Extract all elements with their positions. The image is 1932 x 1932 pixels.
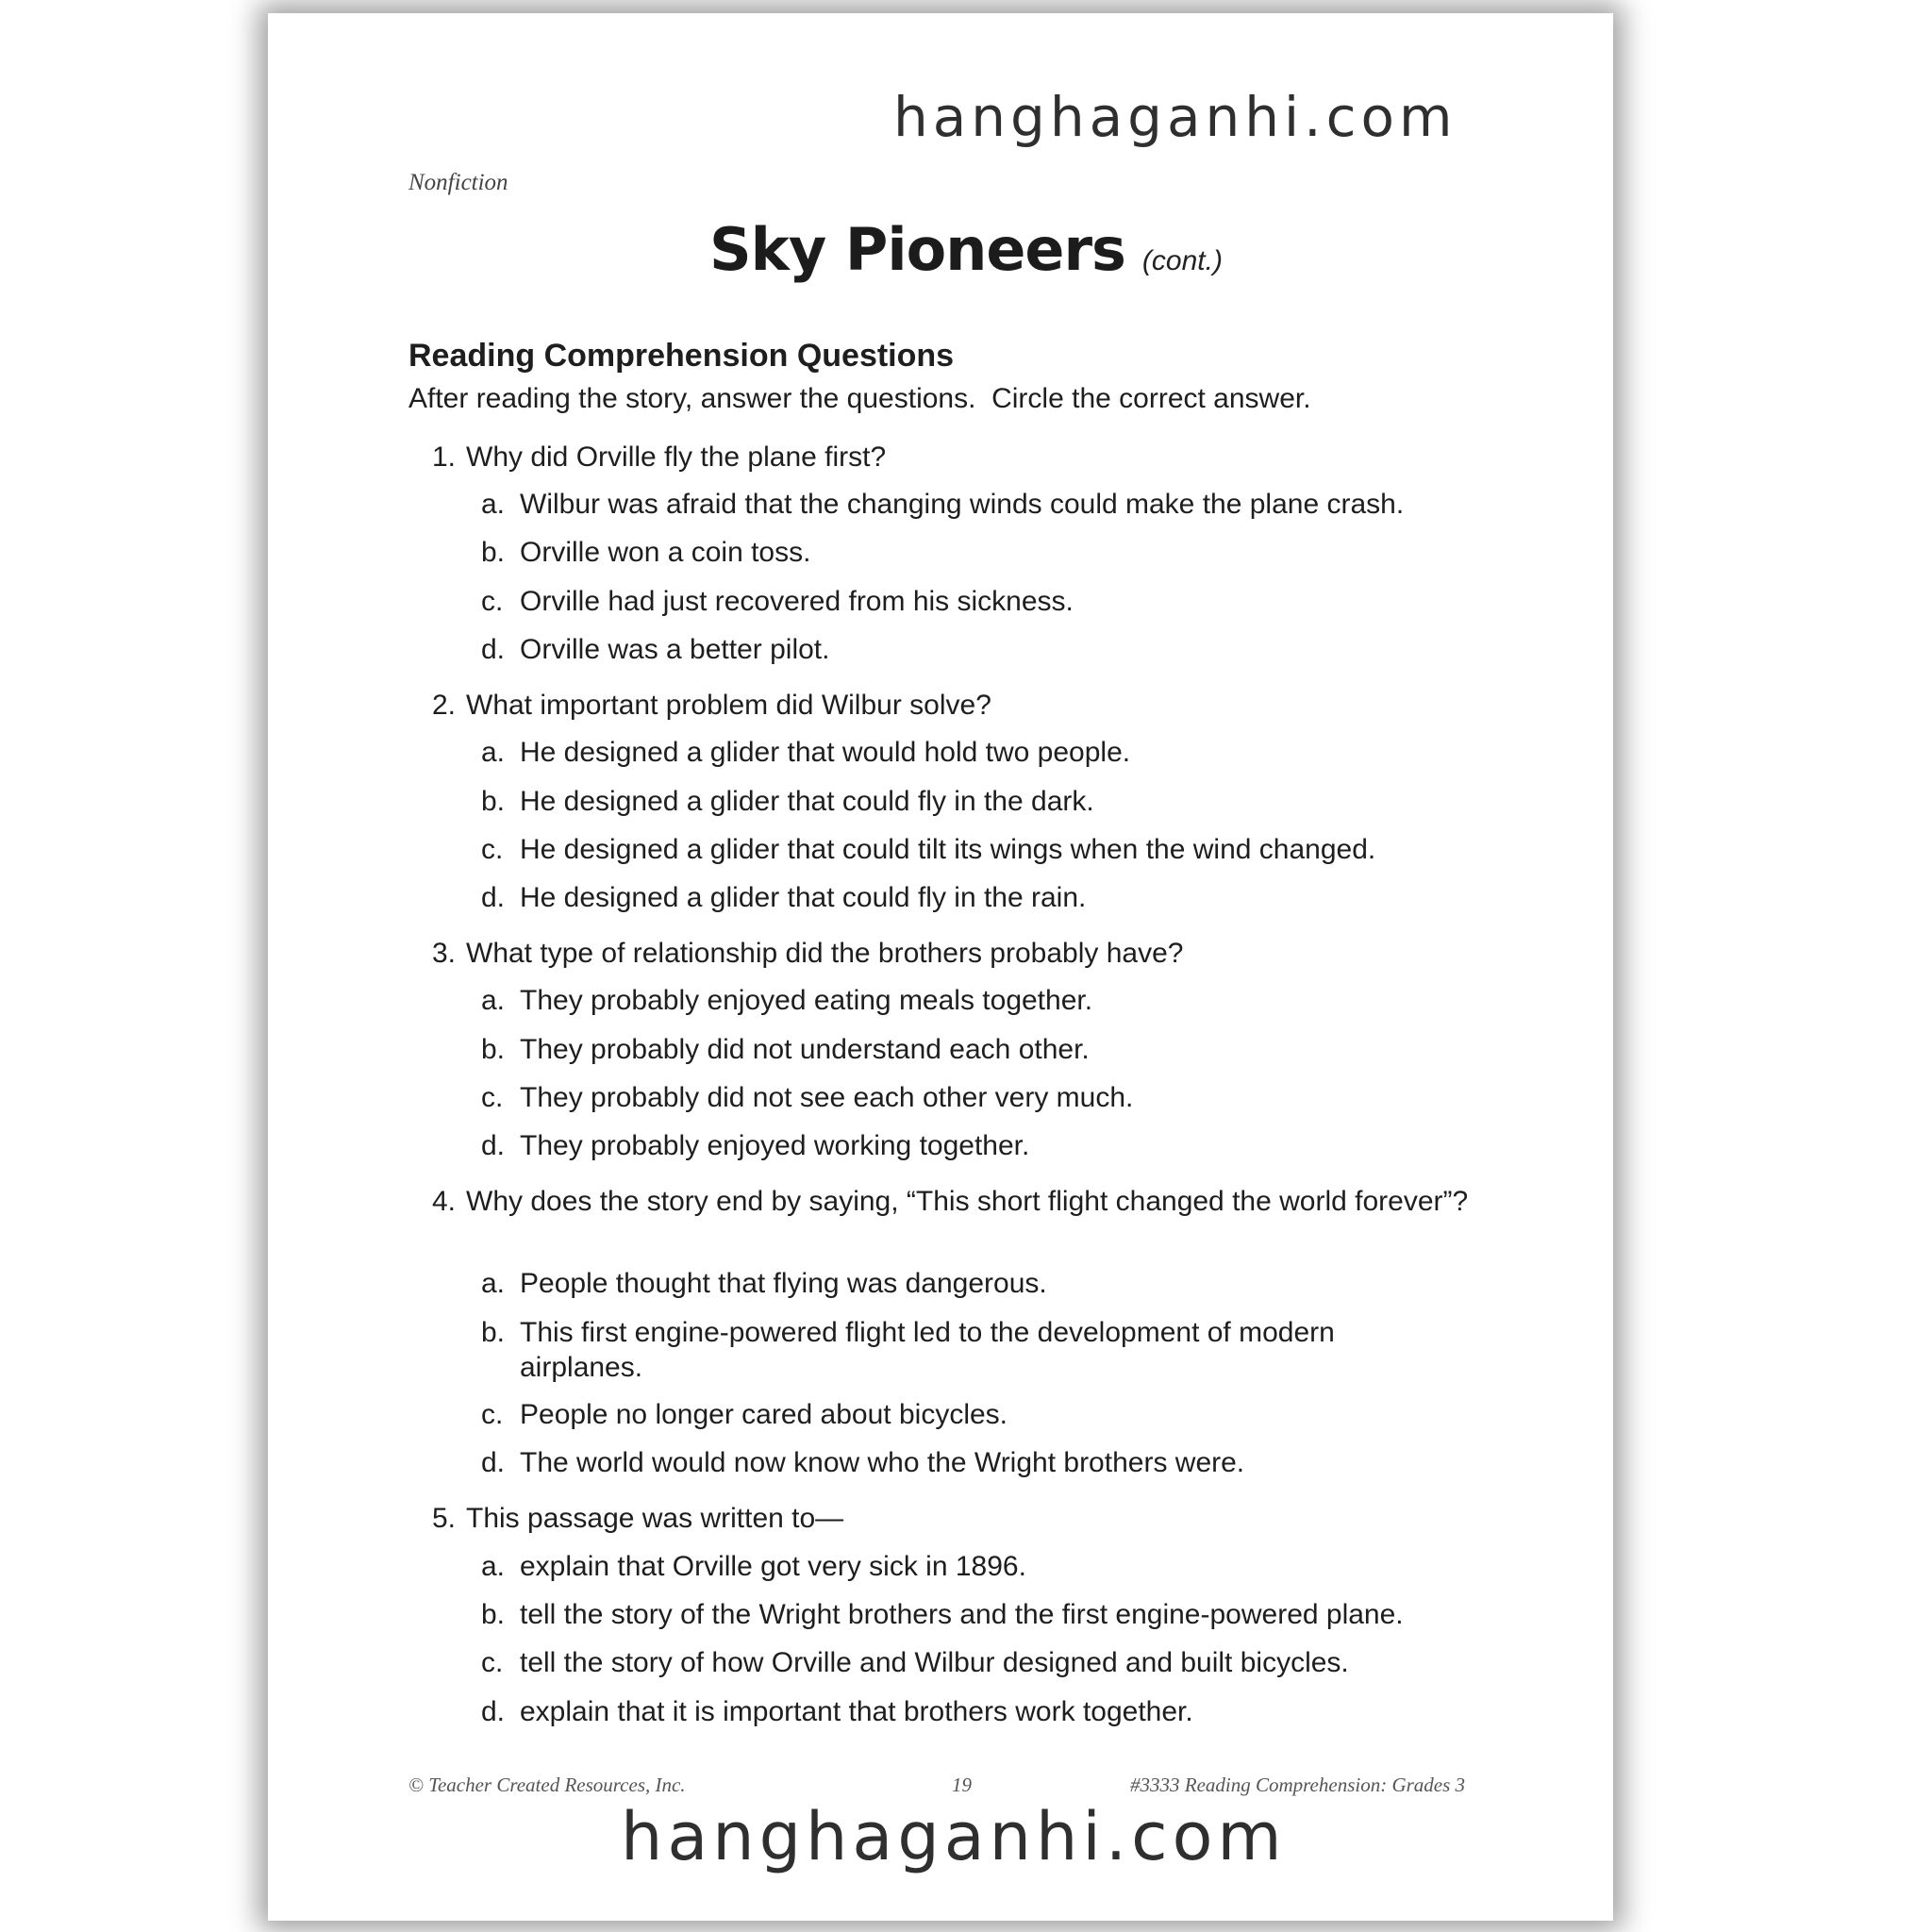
option-letter: a. xyxy=(481,737,506,768)
option-letter: d. xyxy=(481,634,506,665)
option-letter: a. xyxy=(481,1268,506,1299)
option-text: The world would now know who the Wright brothers were. xyxy=(520,1447,1245,1478)
option-text: Orville was a better pilot. xyxy=(520,634,830,665)
option-letter: a. xyxy=(481,489,506,520)
option-text: People no longer cared about bicycles. xyxy=(520,1399,1008,1430)
question-text: This passage was written to— xyxy=(466,1503,844,1534)
option-text: They probably did not understand each other. xyxy=(520,1034,1090,1065)
option-text: This first engine-powered flight led to the development of modern airplanes. xyxy=(520,1317,1335,1383)
question-4 xyxy=(432,1184,1526,1219)
option-text: tell the story of how Orville and Wilbur designed and built bicycles. xyxy=(520,1647,1349,1678)
watermark-bottom: hanghaganhi.com xyxy=(621,1798,1287,1875)
question-5-option-d[interactable] xyxy=(481,1694,1538,1729)
question-5-option-b[interactable] xyxy=(481,1597,1538,1632)
question-1-option-c[interactable] xyxy=(481,584,1538,619)
option-letter: d. xyxy=(481,1130,506,1161)
option-letter: d. xyxy=(481,1447,506,1478)
option-text: People thought that flying was dangerous. xyxy=(520,1268,1047,1299)
question-5-option-c[interactable] xyxy=(481,1645,1538,1680)
question-5 xyxy=(432,1501,1526,1536)
question-2-option-a[interactable] xyxy=(481,735,1538,770)
question-2-option-d[interactable] xyxy=(481,880,1538,915)
option-letter: b. xyxy=(481,1317,506,1348)
question-3-option-b[interactable] xyxy=(481,1032,1538,1067)
question-5-option-a[interactable] xyxy=(481,1549,1538,1584)
question-4-option-d[interactable] xyxy=(481,1445,1538,1480)
option-letter: c. xyxy=(481,1082,504,1113)
instructions: After reading the story, answer the questions. Circle the correct answer. xyxy=(408,383,1311,414)
question-4-option-a[interactable] xyxy=(481,1266,1538,1301)
question-2-option-b[interactable] xyxy=(481,784,1538,819)
question-text: What type of relationship did the brothers probably have? xyxy=(466,938,1184,969)
option-text: He designed a glider that would hold two people. xyxy=(520,737,1131,768)
page-title: Sky Pioneers xyxy=(709,215,1125,284)
question-text: Why did Orville fly the plane first? xyxy=(466,441,887,473)
option-letter: b. xyxy=(481,1599,506,1630)
footer-copyright: © Teacher Created Resources, Inc. xyxy=(408,1774,686,1796)
question-4-option-b[interactable] xyxy=(481,1315,1443,1385)
option-text: explain that it is important that brothers work together. xyxy=(520,1696,1193,1727)
question-2 xyxy=(432,688,1526,723)
option-text: They probably did not see each other very much. xyxy=(520,1082,1134,1113)
question-number: 2. xyxy=(432,690,457,721)
option-text: tell the story of the Wright brothers and the first engine-powered plane. xyxy=(520,1599,1404,1630)
footer-page-number: 19 xyxy=(952,1774,972,1796)
option-text: Wilbur was afraid that the changing winds could make the plane crash. xyxy=(520,489,1405,520)
option-letter: d. xyxy=(481,882,506,913)
question-text: What important problem did Wilbur solve? xyxy=(466,690,991,721)
question-3-option-a[interactable] xyxy=(481,983,1538,1018)
option-text: He designed a glider that could fly in the dark. xyxy=(520,786,1094,817)
option-letter: c. xyxy=(481,834,504,865)
option-letter: c. xyxy=(481,1399,504,1430)
section-heading: Reading Comprehension Questions xyxy=(408,338,955,374)
question-number: 4. xyxy=(432,1186,457,1217)
question-text: Why does the story end by saying, “This short flight changed the world forever”? xyxy=(466,1186,1469,1217)
option-text: He designed a glider that could fly in the rain. xyxy=(520,882,1087,913)
option-letter: c. xyxy=(481,1647,504,1678)
question-number: 5. xyxy=(432,1503,457,1534)
question-1-option-b[interactable] xyxy=(481,535,1538,570)
question-2-option-c[interactable] xyxy=(481,832,1538,867)
question-1 xyxy=(432,440,1526,475)
question-3-option-c[interactable] xyxy=(481,1080,1538,1115)
option-text: They probably enjoyed eating meals together. xyxy=(520,985,1093,1016)
question-number: 3. xyxy=(432,938,457,969)
question-number: 1. xyxy=(432,441,457,473)
footer-book-title: #3333 Reading Comprehension: Grades 3 xyxy=(1130,1774,1466,1796)
option-text: explain that Orville got very sick in 1896. xyxy=(520,1551,1026,1582)
option-text: He designed a glider that could tilt its wings when the wind changed. xyxy=(520,834,1376,865)
question-3-option-d[interactable] xyxy=(481,1128,1538,1163)
option-text: Orville had just recovered from his sickness. xyxy=(520,586,1074,617)
question-1-option-d[interactable] xyxy=(481,632,1538,667)
question-3 xyxy=(432,936,1526,971)
watermark-top: hanghaganhi.com xyxy=(893,85,1457,149)
option-letter: d. xyxy=(481,1696,506,1727)
option-letter: b. xyxy=(481,1034,506,1065)
option-letter: b. xyxy=(481,537,506,568)
page-title-block xyxy=(0,215,1932,284)
option-letter: b. xyxy=(481,786,506,817)
title-suffix: (cont.) xyxy=(1141,245,1223,276)
option-letter: a. xyxy=(481,1551,506,1582)
option-text: They probably enjoyed working together. xyxy=(520,1130,1030,1161)
option-letter: c. xyxy=(481,586,504,617)
question-1-option-a[interactable] xyxy=(481,487,1538,522)
option-text: Orville won a coin toss. xyxy=(520,537,811,568)
option-letter: a. xyxy=(481,985,506,1016)
question-4-option-c[interactable] xyxy=(481,1397,1538,1432)
genre-label: Nonfiction xyxy=(408,170,508,195)
